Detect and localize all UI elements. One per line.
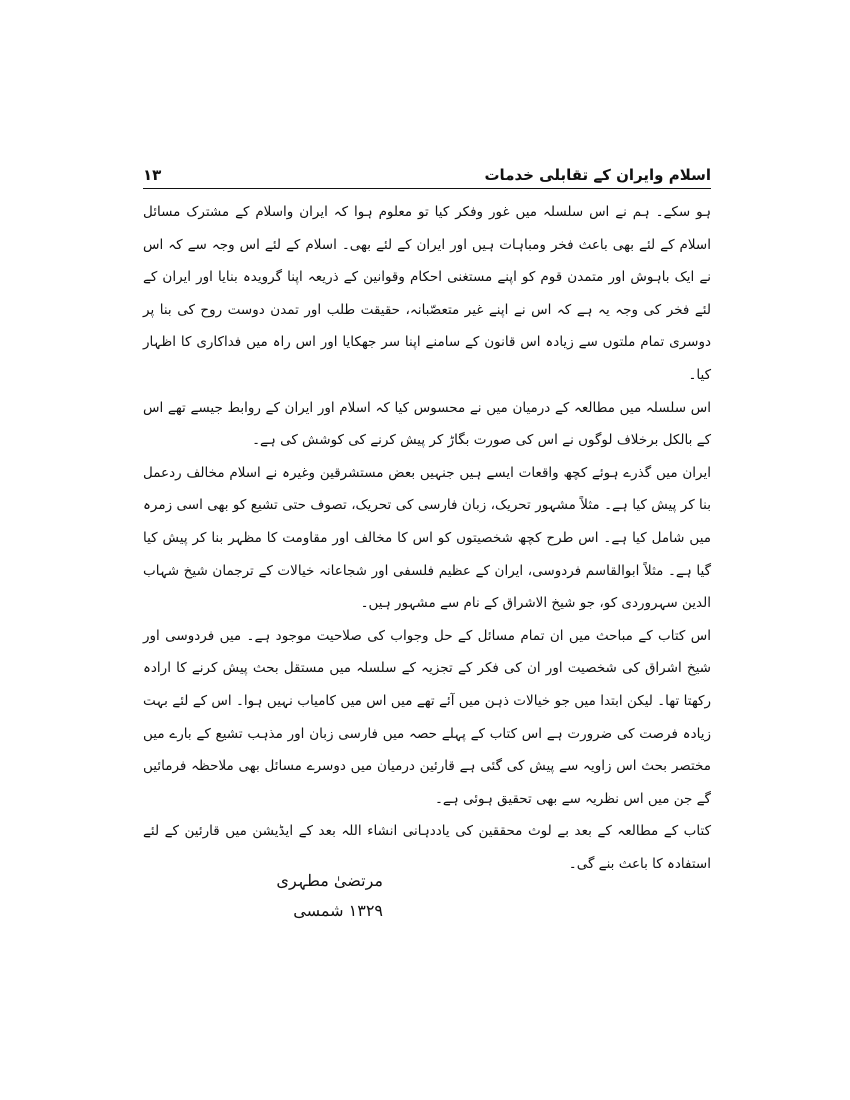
paragraph-5: کتاب کے مطالعہ کے بعد بے لوث محققین کی یاددہانی انشاء اللہ بعد کے ایڈیشن میں قارئین کے لئے استفادہ کا باعث بنے گی۔ xyxy=(143,823,711,872)
header-rule xyxy=(143,188,711,189)
signature-name: مرتضیٰ مطہری xyxy=(276,871,383,890)
page-number: ۱۳ xyxy=(143,166,162,184)
paragraph-3: ایران میں گذرے ہوئے کچھ واقعات ایسے ہیں جنہیں بعض مستشرقین وغیرہ نے اسلام مخالف ردعمل بنا کر پیش کیا ہے۔ مثلاً مشہور تحریک، زبان فارسی کی تحریک، تصوف حتی تشیع کو بھی اسی زمرہ میں شامل کیا ہے۔ اس طرح کچھ شخصیتوں کو اس کا مخالف اور مقاومت کا مظہر بنا کر پیش کیا گیا ہے۔ مثلاً ابوالقاسم فردوسی، ایران کے عظیم فلسفی اور شجاعانہ خیالات کے ترجمان شیخ شہاب الدین سہروردی کو، جو شیخ الاشراق کے نام سے مشہور ہیں۔ xyxy=(143,464,711,612)
body-text xyxy=(143,196,711,880)
author-signature xyxy=(263,866,383,926)
running-head: اسلام وایران کے تقابلی خدمات xyxy=(484,166,711,184)
paragraph-1: ہو سکے۔ ہم نے اس سلسلہ میں غور وفکر کیا تو معلوم ہوا کہ ایران واسلام کے مشترک مسائل اسلام کے لئے بھی باعث فخر ومباہات ہیں اور ایران کے لئے بھی۔ اسلام کے لئے اس وجہ سے کہ اس نے ایک باہوش اور متمدن قوم کو اپنے مستغنی احکام وقوانین کے ذریعہ اپنا گرویدہ بنایا اور ایران کے لئے فخر کی وجہ یہ ہے کہ اس نے اپنے غیر متعصّبانہ، حقیقت طلب اور تمدن دوست روح کی بنا پر دوسری تمام ملتوں سے زیادہ اس قانون کے سامنے اپنا سر جھکایا اور اس راہ میں فداکاری کا اظہار کیا۔ xyxy=(143,204,711,383)
signature-date: ۱۳۲۹ شمسی xyxy=(293,901,383,920)
paragraph-2: اس سلسلہ میں مطالعہ کے درمیان میں نے محسوس کیا کہ اسلام اور ایران کے روابط جیسے تھے اس کے بالکل برخلاف لوگوں نے اس کی صورت بگاڑ کر پیش کرنے کی کوشش کی ہے۔ xyxy=(143,399,711,449)
page-header xyxy=(143,158,711,184)
paragraph-4: اس کتاب کے مباحث میں ان تمام مسائل کے حل وجواب کی صلاحیت موجود ہے۔ میں فردوسی اور شیخ اشراق کی شخصیت اور ان کی فکر کے تجزیہ کے سلسلہ میں مستقل بحث پیش کرنے کا ارادہ رکھتا تھا۔ لیکن ابتدا میں جو خیالات ذہن میں آئے تھے میں اس میں کامیاب نہیں ہوا۔ اس کے لئے بہت زیادہ فرصت کی ضرورت ہے اس کتاب کے پہلے حصہ میں فارسی زبان اور مذہب تشیع کے بارے میں مختصر بحث اس زاویہ سے پیش کی گئی ہے قارئین درمیان میں دوسرے مسائل بھی ملاحظہ فرمائیں گے جن میں اس نظریہ سے بھی تحقیق ہوئی ہے۔ xyxy=(143,627,711,807)
